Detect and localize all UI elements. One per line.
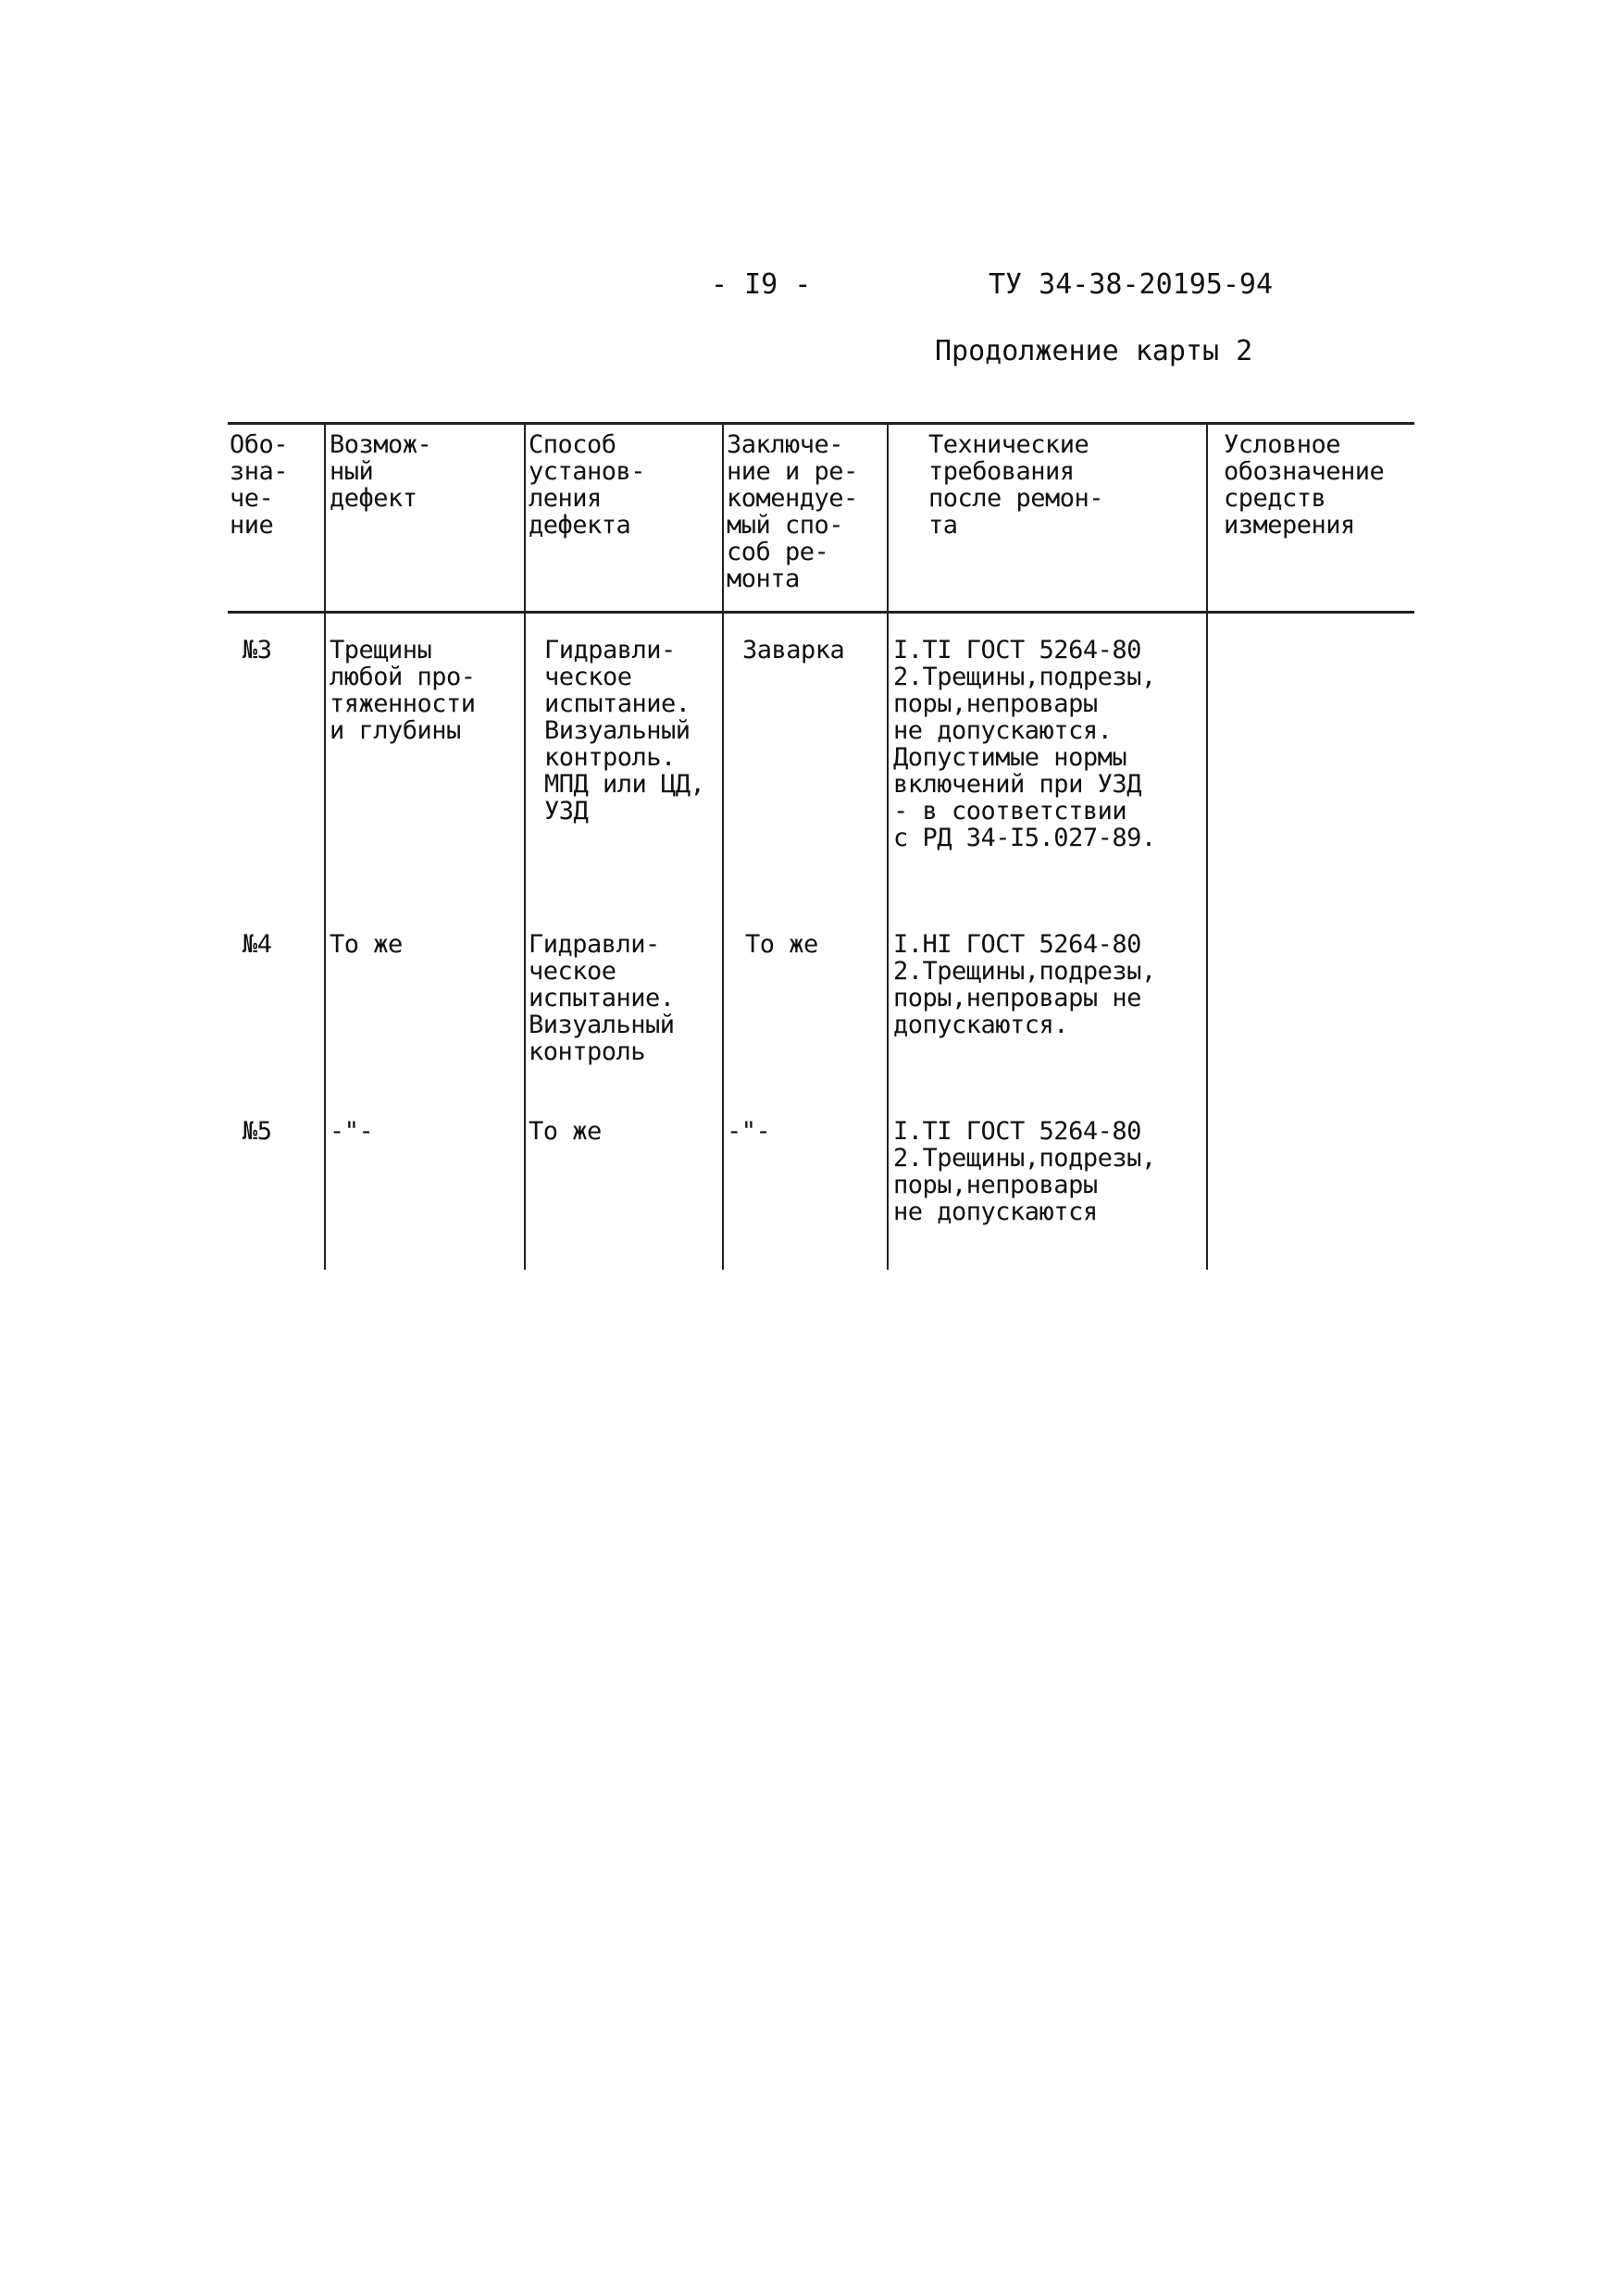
row-designation: №3: [243, 636, 272, 664]
column-divider: [324, 422, 326, 1270]
column-header-repair: Заключе- ние и ре- комендуе- мый спо- соб ре- монта: [727, 430, 858, 593]
page-number: - I9 -: [711, 268, 812, 301]
document-code: ТУ 34-38-20195-94: [989, 268, 1274, 301]
continuation-label: Продолжение карты 2: [935, 335, 1253, 367]
row-defect: То же: [330, 930, 403, 959]
row-designation: №5: [243, 1117, 272, 1146]
column-divider: [722, 422, 724, 1270]
row-method: То же: [529, 1117, 602, 1146]
column-header-instruments: Условное обозначение средств измерения: [1224, 430, 1385, 540]
row-requirements: I.TI ГОСТ 5264-80 2.Трещины,подрезы, поры,непровары не допускаются. Допустимые нормы включений при УЗД - в соответствии с РД 34-I5.027-89.: [893, 636, 1156, 852]
row-requirements: I.HI ГОСТ 5264-80 2.Трещины,подрезы, поры,непровары не допускаются.: [893, 930, 1156, 1039]
row-repair: То же: [745, 930, 818, 959]
column-divider: [1206, 422, 1208, 1270]
row-defect: -"-: [330, 1117, 374, 1146]
row-method: Гидравли- ческое испытание. Визуальный контроль: [529, 930, 675, 1066]
header-bottom-border: [228, 611, 1414, 614]
column-divider: [887, 422, 889, 1270]
column-header-designation: Обо- зна- че- ние: [230, 430, 289, 540]
column-header-detection-method: Способ установ- ления дефекта: [529, 430, 646, 540]
row-defect: Трещины любой про- тяженности и глубины: [330, 636, 476, 745]
column-header-defect: Возмож- ный дефект: [330, 430, 432, 513]
row-method: Гидравли- ческое испытание. Визуальный контроль. МПД или ЦД, УЗД: [544, 636, 705, 825]
table-top-border: [228, 422, 1414, 425]
row-requirements: I.TI ГОСТ 5264-80 2.Трещины,подрезы, поры,непровары не допускаются: [893, 1117, 1156, 1226]
column-divider: [524, 422, 526, 1270]
row-repair: -"-: [727, 1117, 771, 1146]
row-repair: Заварка: [742, 636, 845, 664]
column-header-requirements: Технические требования после ремон- та: [928, 430, 1104, 540]
row-designation: №4: [243, 930, 272, 959]
